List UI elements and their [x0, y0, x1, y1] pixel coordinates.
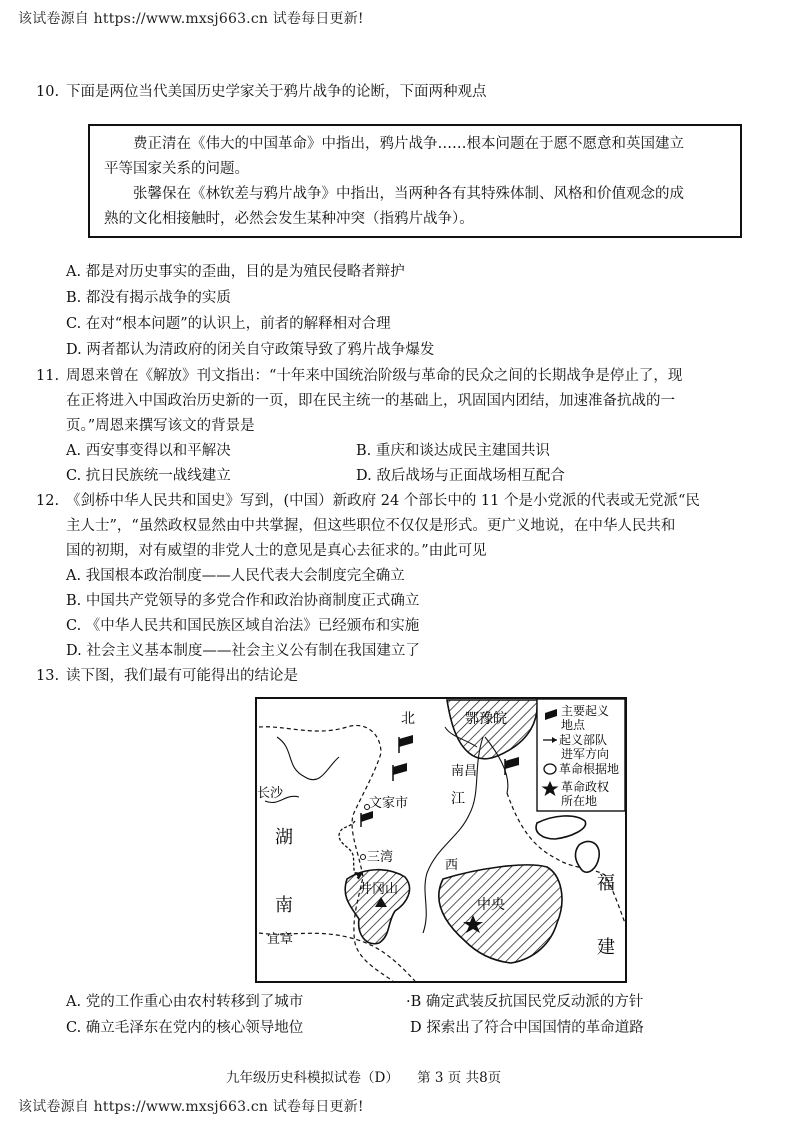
exam-title: 九年级历史科模拟试卷（D）: [226, 1070, 399, 1086]
q12-option-a[interactable]: A. 我国根本政治制度——人民代表大会制度完全确立: [66, 568, 405, 584]
map-legend: [537, 699, 625, 811]
map-label-nanchang: 南昌: [451, 764, 478, 779]
q10-option-b[interactable]: B. 都没有揭示战争的实质: [66, 290, 231, 306]
map-label-jian: 建: [597, 937, 615, 958]
quote-1-line-1: 费正清在《伟大的中国革命》中指出，鸦片战争……根本问题在于愿不愿意和英国建立: [133, 136, 684, 152]
q10-option-c[interactable]: C. 在对“根本问题”的认识上，前者的解释相对合理: [66, 316, 391, 332]
quote-2-line-2: 熟的文化相接触时，必然会发生某种冲突（指鸦片战争）。: [104, 211, 474, 227]
q13-option-b[interactable]: ·B 确定武装反抗国民党反动派的方针: [406, 994, 644, 1010]
question-11-line-2: 在正将进入中国政治历史新的一页，即在民主统一的基础上，巩固国内团结，加速准备抗战的一: [66, 393, 675, 409]
quote-box: [88, 124, 742, 238]
svg-text:起义部队: 起义部队: [559, 733, 608, 747]
question-12-stem: 12. 《剑桥中华人民共和国史》写到，(中国）新政府 24 个部长中的 11 个是小党派的代表或无党派“民: [36, 493, 700, 509]
page-number: 第 3 页 共8页: [417, 1070, 502, 1086]
q11-option-a[interactable]: A. 西安事变得以和平解决: [66, 443, 231, 459]
q13-option-c[interactable]: C. 确立毛泽东在党内的核心领导地位: [66, 1020, 304, 1036]
quote-2-line-1: 张馨保在《林钦差与鸦片战争》中指出，当两种各有其特殊体制、风格和价值观念的成: [133, 186, 684, 202]
watermark-bottom: 该试卷源自 https://www.mxsj663.cn 试卷每日更新!: [18, 1099, 364, 1115]
map-label-zhongyang: 中央: [477, 897, 505, 913]
svg-text:主要起义: 主要起义: [561, 704, 610, 718]
q12-option-b[interactable]: B. 中国共产党领导的多党合作和政治协商制度正式确立: [66, 593, 420, 609]
question-11-line-3: 页。”周恩来撰写该文的背景是: [66, 418, 255, 434]
watermark-top: 该试卷源自 https://www.mxsj663.cn 试卷每日更新!: [18, 11, 364, 27]
svg-text:所在地: 所在地: [561, 794, 598, 808]
q10-option-a[interactable]: A. 都是对历史事实的歪曲，目的是为殖民侵略者辩护: [66, 264, 405, 280]
q13-option-d[interactable]: D 探索出了符合中国国情的革命道路: [410, 1020, 644, 1036]
q11-option-c[interactable]: C. 抗日民族统一战线建立: [66, 468, 231, 484]
question-12-line-3: 国的初期，对有威望的非党人士的意见是真心去征求的。”由此可见: [66, 543, 487, 559]
map-label-bei: 北: [401, 711, 415, 727]
map-label-jinggangshan: 井冈山: [359, 882, 399, 897]
svg-text:革命根据地: 革命根据地: [559, 762, 620, 776]
q12-option-d[interactable]: D. 社会主义基本制度——社会主义公有制在我国建立了: [66, 643, 420, 659]
map-label-wenjiashi: 文家市: [369, 796, 409, 811]
quote-1-line-2: 平等国家关系的问题。: [104, 161, 249, 177]
map-label-changsha: 长沙: [257, 786, 284, 801]
map-label-nan: 南: [275, 895, 293, 916]
question-11-stem: 11. 周恩来曾在《解放》刊文指出：“十年来中国统治阶级与革命的民众之间的长期战争是停止了，现: [36, 368, 683, 384]
map-label-xi: 西: [445, 858, 459, 873]
q10-option-d[interactable]: D. 两者都认为清政府的闭关自守政策导致了鸦片战争爆发: [66, 342, 435, 358]
q12-option-c[interactable]: C. 《中华人民共和国民族区域自治法》已经颁布和实施: [66, 618, 420, 634]
sanwan-dot: [361, 855, 366, 860]
question-13-stem: 13. 读下图，我们最有可能得出的结论是: [36, 668, 298, 684]
q11-option-b[interactable]: B. 重庆和谈达成民主建国共识: [356, 443, 550, 459]
map-label-sanwan: 三湾: [367, 850, 394, 865]
q11-option-d[interactable]: D. 敌后战场与正面战场相互配合: [356, 468, 565, 484]
map-label-yizhang: 宜章: [267, 932, 294, 947]
map-label-fu: 福: [597, 873, 615, 894]
q13-option-a[interactable]: A. 党的工作重心由农村转移到了城市: [66, 994, 304, 1010]
revolution-map: [255, 697, 627, 983]
question-10-stem: 10. 下面是两位当代美国历史学家关于鸦片战争的论断，下面两种观点: [36, 84, 487, 100]
map-label-hu: 湖: [275, 827, 293, 848]
svg-text:地点: 地点: [561, 718, 586, 732]
map-label-jiang: 江: [451, 791, 465, 807]
svg-text:进军方向: 进军方向: [561, 747, 610, 761]
svg-text:革命政权: 革命政权: [561, 780, 610, 794]
page-footer: [226, 1066, 515, 1086]
map-label-eyuwan: 鄂豫皖: [465, 711, 507, 727]
question-12-line-2: 主人士”，“虽然政权显然由中共掌握，但这些职位不仅仅是形式。更广义地说，在中华人民共和: [66, 518, 676, 534]
legend-base-icon: [544, 764, 556, 774]
